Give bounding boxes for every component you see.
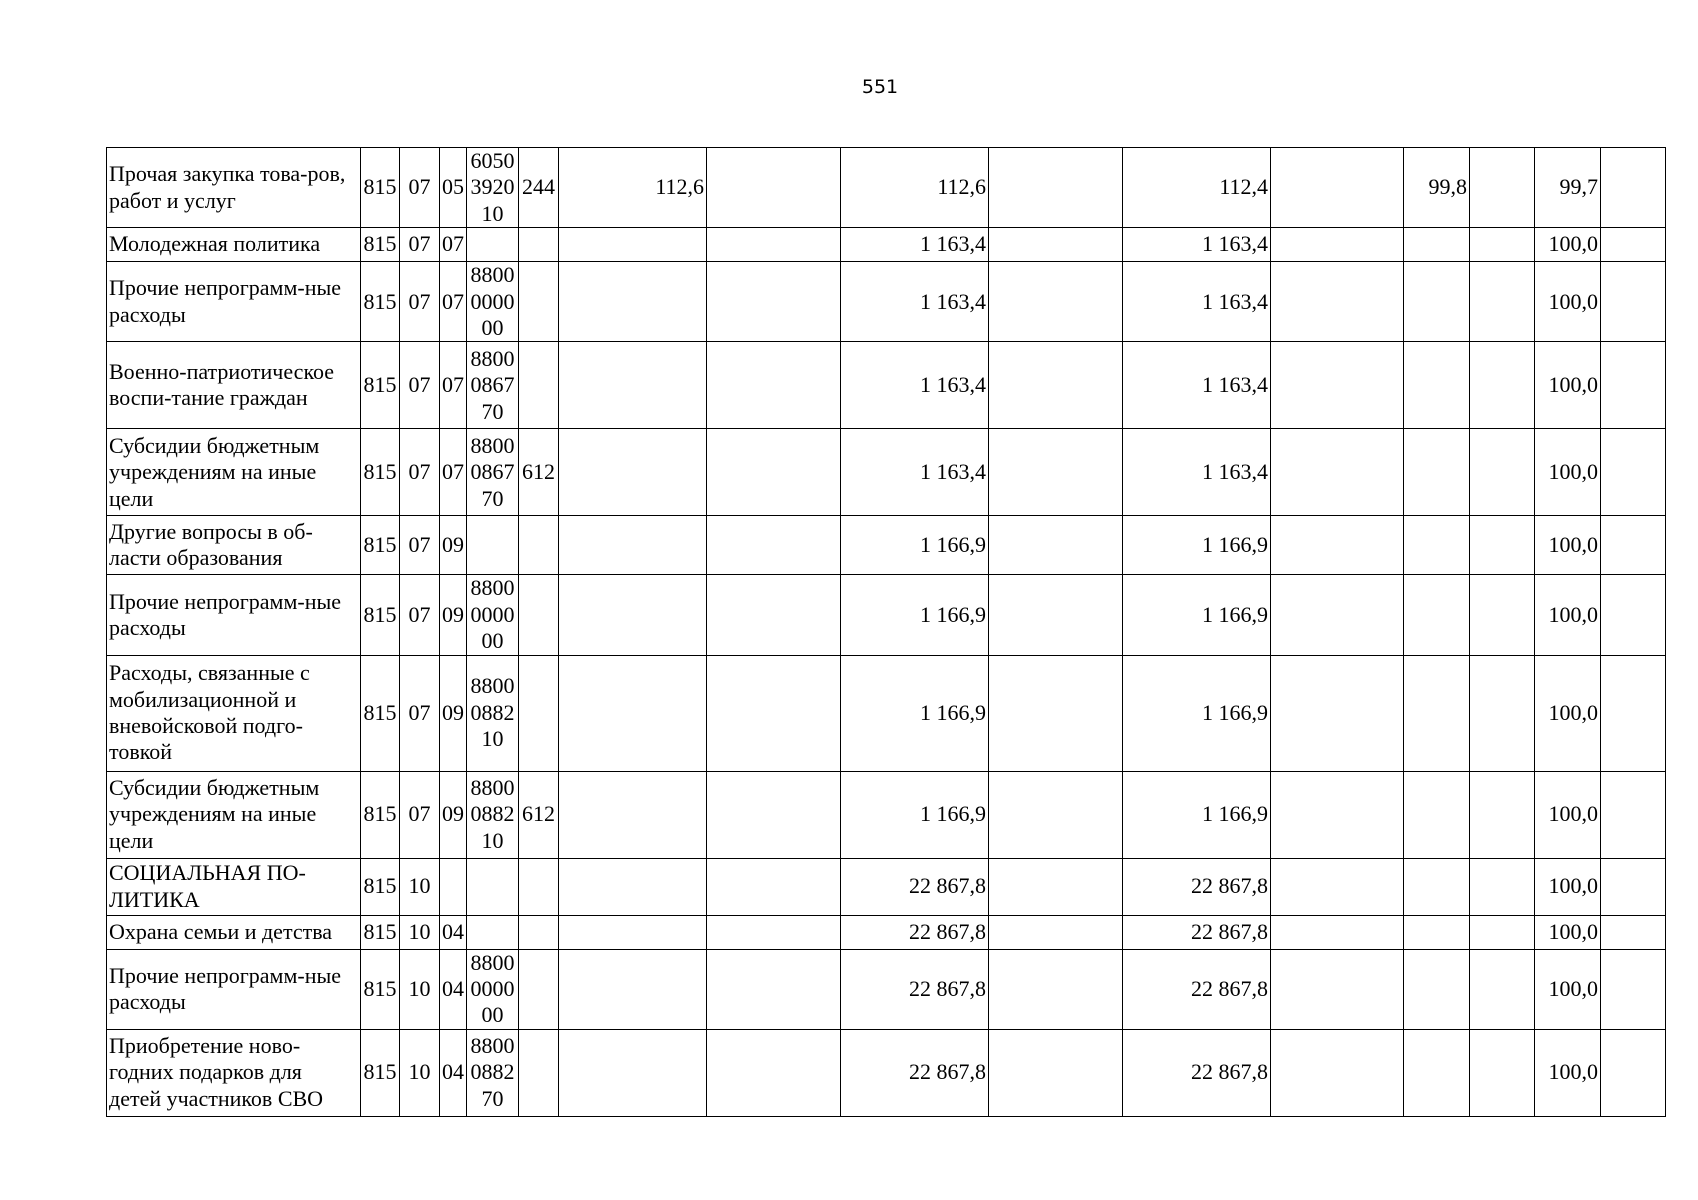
section-code: 07	[400, 771, 440, 858]
row-name: Приобретение ново-годних подарков для детей участников СВО	[107, 1029, 361, 1116]
subsection-code: 09	[440, 655, 467, 771]
target-article-code: 8800 0867 70	[467, 342, 519, 429]
value-col-5: 1 166,9	[1123, 655, 1271, 771]
value-col-4	[989, 915, 1123, 949]
percent-col-2	[1470, 148, 1535, 228]
expense-type-code	[519, 915, 559, 949]
percent-col-3: 100,0	[1535, 342, 1601, 429]
percent-col-2	[1470, 262, 1535, 342]
value-col-2	[707, 429, 841, 516]
percent-col-1	[1404, 858, 1470, 915]
value-col-3: 1 163,4	[841, 342, 989, 429]
subsection-code: 05	[440, 148, 467, 228]
row-name: Расходы, связанные с мобилизационной и вневойсковой подго-товкой	[107, 655, 361, 771]
table-row	[107, 655, 1666, 771]
target-article-code: 8800 0882 70	[467, 1029, 519, 1116]
value-col-4	[989, 655, 1123, 771]
percent-col-1	[1404, 429, 1470, 516]
value-col-1	[559, 771, 707, 858]
percent-col-2	[1470, 949, 1535, 1029]
section-code: 07	[400, 342, 440, 429]
value-col-6	[1271, 342, 1404, 429]
value-col-5: 22 867,8	[1123, 915, 1271, 949]
value-col-3: 1 166,9	[841, 575, 989, 655]
value-col-3: 22 867,8	[841, 915, 989, 949]
value-col-2	[707, 148, 841, 228]
subsection-code: 04	[440, 949, 467, 1029]
percent-col-2	[1470, 858, 1535, 915]
expense-type-code	[519, 575, 559, 655]
subsection-code: 07	[440, 429, 467, 516]
value-col-6	[1271, 949, 1404, 1029]
section-code: 10	[400, 915, 440, 949]
ved-code: 815	[361, 858, 400, 915]
ved-code: 815	[361, 771, 400, 858]
value-col-1	[559, 915, 707, 949]
value-col-3: 1 163,4	[841, 429, 989, 516]
value-col-3: 1 166,9	[841, 771, 989, 858]
percent-col-3: 100,0	[1535, 516, 1601, 575]
target-article-code	[467, 516, 519, 575]
ved-code: 815	[361, 516, 400, 575]
value-col-4	[989, 1029, 1123, 1116]
percent-col-3: 100,0	[1535, 262, 1601, 342]
value-col-1	[559, 429, 707, 516]
percent-col-1: 99,8	[1404, 148, 1470, 228]
row-name: Прочая закупка това-ров, работ и услуг	[107, 148, 361, 228]
target-article-code: 8800 0882 10	[467, 771, 519, 858]
value-col-3: 22 867,8	[841, 1029, 989, 1116]
value-col-6	[1271, 429, 1404, 516]
subsection-code: 09	[440, 516, 467, 575]
percent-col-2	[1470, 771, 1535, 858]
percent-col-1	[1404, 342, 1470, 429]
value-col-2	[707, 771, 841, 858]
value-col-4	[989, 342, 1123, 429]
target-article-code	[467, 858, 519, 915]
value-col-5: 22 867,8	[1123, 949, 1271, 1029]
row-name: Прочие непрограмм-ные расходы	[107, 262, 361, 342]
table-row	[107, 342, 1666, 429]
subsection-code: 07	[440, 262, 467, 342]
percent-col-2	[1470, 516, 1535, 575]
percent-col-1	[1404, 1029, 1470, 1116]
subsection-code: 07	[440, 228, 467, 262]
value-col-1	[559, 575, 707, 655]
value-col-1	[559, 858, 707, 915]
value-col-4	[989, 516, 1123, 575]
value-col-1	[559, 1029, 707, 1116]
percent-col-1	[1404, 915, 1470, 949]
subsection-code: 04	[440, 1029, 467, 1116]
value-col-5: 1 166,9	[1123, 771, 1271, 858]
page-number: 551	[861, 76, 899, 98]
target-article-code: 8800 0867 70	[467, 429, 519, 516]
percent-col-4	[1601, 771, 1666, 858]
table-row	[107, 575, 1666, 655]
table-row	[107, 228, 1666, 262]
value-col-3: 112,6	[841, 148, 989, 228]
percent-col-3: 100,0	[1535, 915, 1601, 949]
percent-col-1	[1404, 228, 1470, 262]
table-row	[107, 858, 1666, 915]
percent-col-4	[1601, 262, 1666, 342]
table-row	[107, 516, 1666, 575]
ved-code: 815	[361, 228, 400, 262]
table-row	[107, 1029, 1666, 1116]
section-code: 07	[400, 228, 440, 262]
subsection-code: 09	[440, 771, 467, 858]
subsection-code: 04	[440, 915, 467, 949]
value-col-4	[989, 262, 1123, 342]
section-code: 07	[400, 516, 440, 575]
value-col-2	[707, 575, 841, 655]
percent-col-4	[1601, 342, 1666, 429]
row-name: Военно-патриотическое воспи-тание граждан	[107, 342, 361, 429]
value-col-1: 112,6	[559, 148, 707, 228]
row-name: Прочие непрограмм-ные расходы	[107, 575, 361, 655]
value-col-2	[707, 655, 841, 771]
row-name: Субсидии бюджетным учреждениям на иные цели	[107, 771, 361, 858]
value-col-2	[707, 858, 841, 915]
percent-col-4	[1601, 858, 1666, 915]
value-col-1	[559, 949, 707, 1029]
percent-col-4	[1601, 949, 1666, 1029]
expense-type-code: 612	[519, 771, 559, 858]
value-col-6	[1271, 655, 1404, 771]
value-col-6	[1271, 575, 1404, 655]
percent-col-3: 100,0	[1535, 655, 1601, 771]
expense-type-code: 244	[519, 148, 559, 228]
value-col-5: 22 867,8	[1123, 858, 1271, 915]
value-col-6	[1271, 516, 1404, 575]
table-row	[107, 262, 1666, 342]
table-row	[107, 771, 1666, 858]
section-code: 07	[400, 655, 440, 771]
value-col-6	[1271, 262, 1404, 342]
value-col-5: 1 163,4	[1123, 262, 1271, 342]
value-col-4	[989, 858, 1123, 915]
row-name: СОЦИАЛЬНАЯ ПО-ЛИТИКА	[107, 858, 361, 915]
percent-col-3: 100,0	[1535, 575, 1601, 655]
target-article-code	[467, 915, 519, 949]
percent-col-3: 100,0	[1535, 429, 1601, 516]
table-row	[107, 148, 1666, 228]
value-col-6	[1271, 771, 1404, 858]
value-col-3: 1 166,9	[841, 655, 989, 771]
value-col-3: 22 867,8	[841, 858, 989, 915]
value-col-5: 1 166,9	[1123, 575, 1271, 655]
value-col-4	[989, 771, 1123, 858]
subsection-code	[440, 858, 467, 915]
subsection-code: 07	[440, 342, 467, 429]
target-article-code	[467, 228, 519, 262]
percent-col-4	[1601, 915, 1666, 949]
percent-col-1	[1404, 516, 1470, 575]
section-code: 07	[400, 148, 440, 228]
value-col-5: 1 163,4	[1123, 429, 1271, 516]
ved-code: 815	[361, 1029, 400, 1116]
value-col-5: 1 166,9	[1123, 516, 1271, 575]
value-col-6	[1271, 148, 1404, 228]
row-name: Другие вопросы в об-ласти образования	[107, 516, 361, 575]
value-col-3: 1 163,4	[841, 262, 989, 342]
value-col-5: 1 163,4	[1123, 228, 1271, 262]
value-col-6	[1271, 915, 1404, 949]
row-name: Охрана семьи и детства	[107, 915, 361, 949]
expense-type-code	[519, 262, 559, 342]
table-row	[107, 915, 1666, 949]
value-col-6	[1271, 1029, 1404, 1116]
value-col-1	[559, 655, 707, 771]
row-name: Субсидии бюджетным учреждениям на иные цели	[107, 429, 361, 516]
value-col-5: 112,4	[1123, 148, 1271, 228]
value-col-3: 1 166,9	[841, 516, 989, 575]
value-col-1	[559, 262, 707, 342]
percent-col-4	[1601, 516, 1666, 575]
expense-type-code: 612	[519, 429, 559, 516]
percent-col-3: 100,0	[1535, 949, 1601, 1029]
budget-table	[106, 147, 1666, 1117]
row-name: Прочие непрограмм-ные расходы	[107, 949, 361, 1029]
target-article-code: 8800 0000 00	[467, 262, 519, 342]
section-code: 07	[400, 262, 440, 342]
percent-col-3: 100,0	[1535, 858, 1601, 915]
value-col-5: 22 867,8	[1123, 1029, 1271, 1116]
value-col-3: 22 867,8	[841, 949, 989, 1029]
value-col-3: 1 163,4	[841, 228, 989, 262]
ved-code: 815	[361, 148, 400, 228]
expense-type-code	[519, 949, 559, 1029]
target-article-code: 8800 0000 00	[467, 949, 519, 1029]
value-col-4	[989, 429, 1123, 516]
table-row	[107, 429, 1666, 516]
target-article-code: 8800 0882 10	[467, 655, 519, 771]
section-code: 10	[400, 858, 440, 915]
expense-type-code	[519, 228, 559, 262]
ved-code: 815	[361, 429, 400, 516]
expense-type-code	[519, 655, 559, 771]
percent-col-2	[1470, 1029, 1535, 1116]
row-name: Молодежная политика	[107, 228, 361, 262]
percent-col-1	[1404, 575, 1470, 655]
percent-col-2	[1470, 575, 1535, 655]
percent-col-1	[1404, 655, 1470, 771]
expense-type-code	[519, 342, 559, 429]
percent-col-2	[1470, 915, 1535, 949]
value-col-6	[1271, 858, 1404, 915]
table-row	[107, 949, 1666, 1029]
value-col-4	[989, 228, 1123, 262]
percent-col-4	[1601, 228, 1666, 262]
expense-type-code	[519, 1029, 559, 1116]
ved-code: 815	[361, 262, 400, 342]
ved-code: 815	[361, 915, 400, 949]
value-col-4	[989, 949, 1123, 1029]
percent-col-2	[1470, 342, 1535, 429]
value-col-5: 1 163,4	[1123, 342, 1271, 429]
ved-code: 815	[361, 342, 400, 429]
percent-col-4	[1601, 575, 1666, 655]
value-col-1	[559, 228, 707, 262]
percent-col-1	[1404, 262, 1470, 342]
value-col-6	[1271, 228, 1404, 262]
percent-col-3: 100,0	[1535, 228, 1601, 262]
ved-code: 815	[361, 655, 400, 771]
percent-col-2	[1470, 228, 1535, 262]
percent-col-1	[1404, 771, 1470, 858]
value-col-2	[707, 516, 841, 575]
percent-col-1	[1404, 949, 1470, 1029]
percent-col-2	[1470, 429, 1535, 516]
percent-col-3: 100,0	[1535, 1029, 1601, 1116]
ved-code: 815	[361, 949, 400, 1029]
section-code: 07	[400, 429, 440, 516]
percent-col-3: 99,7	[1535, 148, 1601, 228]
value-col-1	[559, 516, 707, 575]
section-code: 07	[400, 575, 440, 655]
section-code: 10	[400, 1029, 440, 1116]
ved-code: 815	[361, 575, 400, 655]
value-col-2	[707, 915, 841, 949]
section-code: 10	[400, 949, 440, 1029]
expense-type-code	[519, 858, 559, 915]
target-article-code: 6050 3920 10	[467, 148, 519, 228]
percent-col-4	[1601, 655, 1666, 771]
percent-col-4	[1601, 1029, 1666, 1116]
subsection-code: 09	[440, 575, 467, 655]
value-col-4	[989, 575, 1123, 655]
value-col-2	[707, 228, 841, 262]
percent-col-3: 100,0	[1535, 771, 1601, 858]
percent-col-2	[1470, 655, 1535, 771]
target-article-code: 8800 0000 00	[467, 575, 519, 655]
percent-col-4	[1601, 429, 1666, 516]
value-col-2	[707, 949, 841, 1029]
value-col-2	[707, 1029, 841, 1116]
expense-type-code	[519, 516, 559, 575]
value-col-1	[559, 342, 707, 429]
value-col-2	[707, 262, 841, 342]
value-col-2	[707, 342, 841, 429]
value-col-4	[989, 148, 1123, 228]
percent-col-4	[1601, 148, 1666, 228]
